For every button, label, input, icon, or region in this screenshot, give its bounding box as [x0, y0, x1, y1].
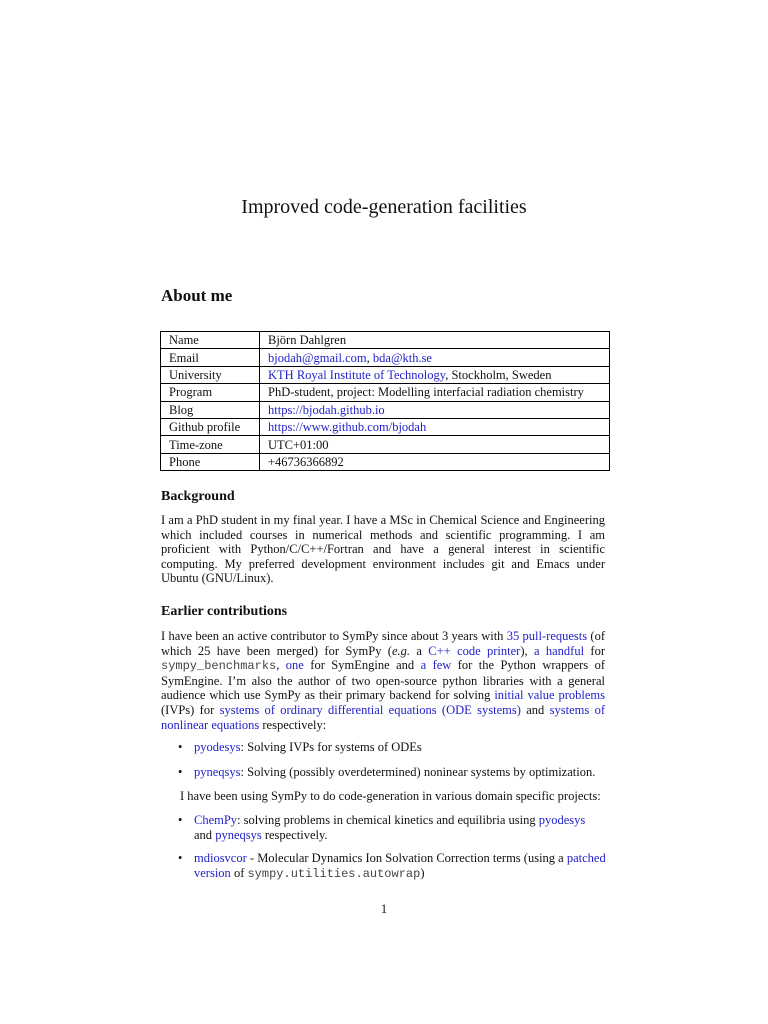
row-label: Program — [161, 384, 260, 401]
hyperlink[interactable]: pyneqsys — [215, 827, 262, 842]
hyperlink[interactable]: bjodah@gmail.com — [268, 350, 367, 365]
earlier-paragraph — [161, 629, 605, 732]
text-run: for SymEngine and — [303, 658, 421, 673]
row-label: Phone — [161, 453, 260, 470]
middle-text: I have been using SymPy to do code-generation in various domain specific projects: — [180, 789, 601, 803]
text-run: (of which 25 have been merged) for SymPy ( — [161, 629, 606, 658]
text-run: of — [230, 865, 248, 880]
list-item-text — [194, 765, 606, 780]
list-item — [180, 813, 606, 842]
hyperlink[interactable]: https://www.github.com/bjodah — [268, 420, 427, 435]
row-value — [260, 332, 610, 349]
row-label: Email — [161, 349, 260, 366]
background-text: I am a PhD student in my final year. I have a MSc in Chemical Science and Engineering which included courses in numerical methods and scientific programming. I am proficient with Python/C/C++/Fortran and have a general interest in scientific computing. My preferred development environment includes git and Emacs under Ubuntu (GNU/Linux). — [161, 513, 605, 586]
hyperlink[interactable]: initial value problems — [494, 688, 605, 703]
hyperlink[interactable]: a handful — [533, 643, 585, 658]
text-run: respectively. — [261, 827, 328, 842]
table-row — [161, 401, 610, 418]
text-run: , — [276, 658, 286, 673]
hyperlink[interactable]: patched version — [194, 851, 606, 880]
hyperlink[interactable]: bda@kth.se — [372, 350, 432, 365]
row-value — [260, 453, 610, 470]
table-row — [161, 332, 610, 349]
table-row — [161, 366, 610, 383]
text-run: ), — [520, 643, 534, 658]
background-heading: Background — [161, 489, 235, 504]
text-run: : Solving (possibly overdetermined) noninear systems by optimization. — [240, 765, 596, 779]
hyperlink[interactable]: a few — [420, 658, 452, 673]
text-run: , Stockholm, Sweden — [445, 367, 552, 382]
text-run: : Solving IVPs for systems of ODEs — [240, 740, 422, 754]
code-text: sympy_benchmarks — [161, 659, 277, 674]
bullet-icon: • — [178, 851, 183, 865]
text-run: for the Python wrappers of SymEngine. I’m also the author of two open-source python libraries with a general audience which use SymPy as their primary backend for solving — [161, 658, 606, 703]
text-run: a — [410, 643, 429, 658]
text-run: , — [366, 350, 373, 365]
earlier-heading: Earlier contributions — [161, 604, 288, 619]
hyperlink[interactable]: one — [285, 658, 304, 673]
row-value — [260, 401, 610, 418]
table-row — [161, 453, 610, 470]
list-item — [180, 765, 606, 780]
text-run: : solving problems in chemical kinetics and equilibria using — [237, 813, 539, 827]
text-run: +46736366892 — [268, 454, 344, 469]
list-item — [180, 740, 606, 755]
row-label: Blog — [161, 401, 260, 418]
hyperlink[interactable]: https://bjodah.github.io — [268, 402, 385, 417]
row-label: Name — [161, 332, 260, 349]
hyperlink[interactable]: pyodesys — [194, 740, 241, 754]
hyperlink[interactable]: C++ code printer — [428, 643, 521, 658]
text-run: UTC+01:00 — [268, 437, 329, 452]
text-run: and — [194, 827, 216, 842]
table-row — [161, 418, 610, 435]
list-item-text — [194, 740, 606, 755]
row-value — [260, 384, 610, 401]
row-label: Time-zone — [161, 436, 260, 453]
hyperlink[interactable]: pyodesys — [538, 813, 586, 827]
hyperlink[interactable]: ChemPy — [194, 813, 238, 827]
list-item-text — [194, 813, 606, 842]
hyperlink[interactable]: mdiosvcor — [194, 851, 247, 865]
text-run: respectively: — [259, 717, 327, 732]
row-label: Github profile — [161, 418, 260, 435]
row-value — [260, 436, 610, 453]
list-item — [180, 851, 606, 881]
row-label: University — [161, 366, 260, 383]
text-run: Björn Dahlgren — [268, 333, 347, 348]
text-run: ) — [420, 865, 425, 880]
about-table — [160, 331, 610, 471]
about-heading: About me — [161, 286, 233, 305]
document-title: Improved code-generation facilities — [241, 196, 527, 218]
hyperlink[interactable]: pyneqsys — [194, 765, 241, 779]
code-text: sympy.utilities.autowrap — [247, 866, 421, 881]
list-item-text — [194, 851, 606, 881]
hyperlink[interactable]: 35 pull-requests — [506, 629, 588, 643]
row-value — [260, 418, 610, 435]
text-run: (IVPs) for — [161, 702, 220, 717]
bullet-icon: • — [178, 765, 183, 779]
table-row — [161, 384, 610, 401]
text-run: and — [520, 702, 550, 717]
text-run: e.g. — [391, 643, 411, 658]
text-run: - Molecular Dynamics Ion Solvation Correction terms (using a — [246, 851, 567, 865]
row-value — [260, 349, 610, 366]
row-value — [260, 366, 610, 383]
hyperlink[interactable]: KTH Royal Institute of Technology — [268, 367, 446, 382]
text-run: for — [584, 643, 606, 658]
hyperlink[interactable]: systems of ordinary differential equations (ODE systems) — [219, 702, 521, 717]
hyperlink[interactable]: systems of nonlinear equations — [161, 702, 605, 732]
page-number: 1 — [380, 902, 388, 916]
bullet-icon: • — [178, 813, 183, 827]
table-row — [161, 436, 610, 453]
table-row — [161, 349, 610, 366]
bullet-icon: • — [178, 740, 183, 754]
text-run: PhD-student, project: Modelling interfacial radiation chemistry — [268, 385, 584, 400]
text-run: I have been an active contributor to SymPy since about 3 years with — [161, 629, 507, 643]
